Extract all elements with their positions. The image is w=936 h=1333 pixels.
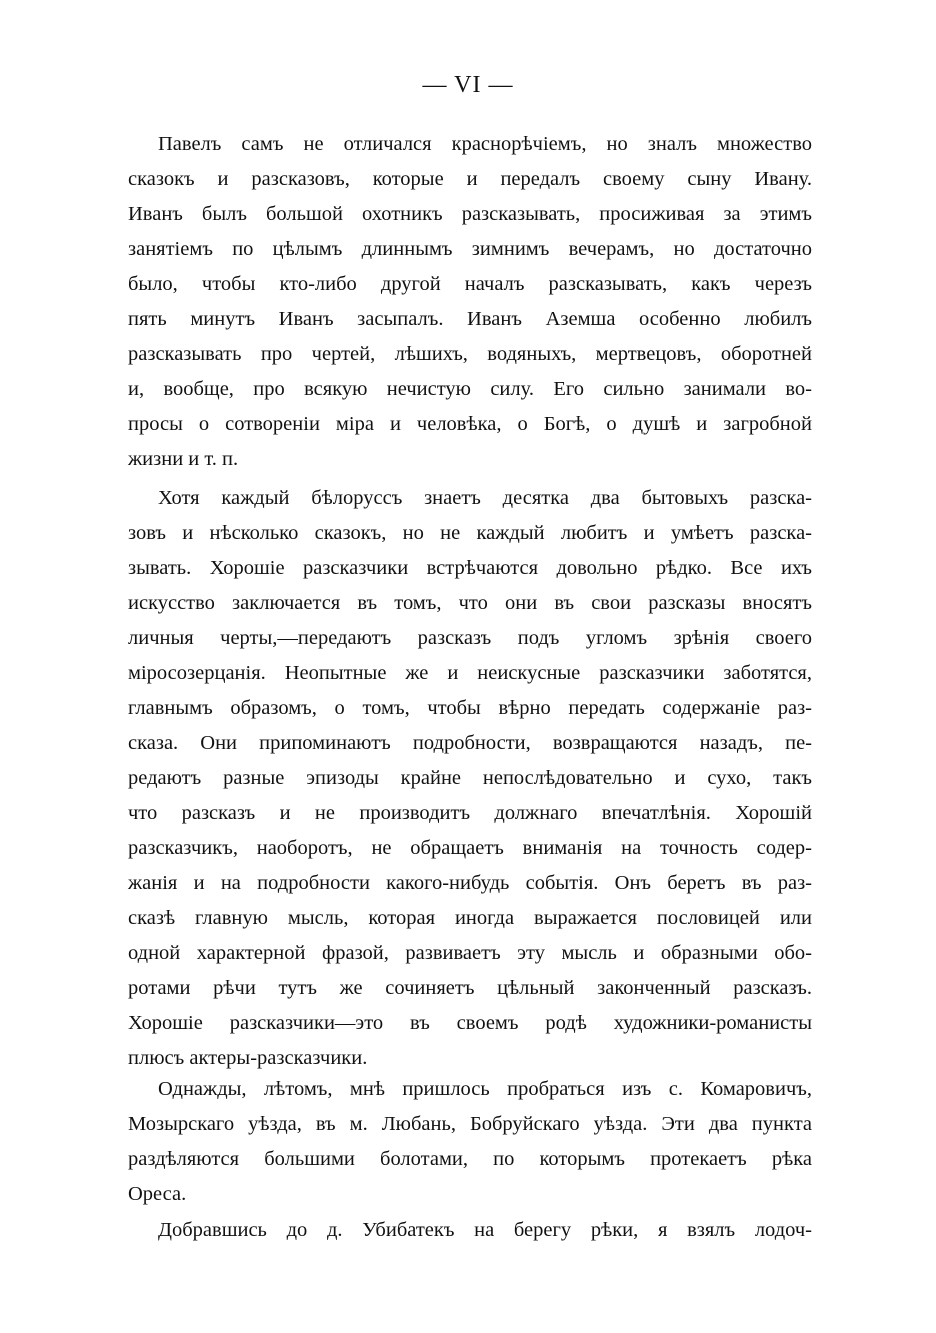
paragraph-1 [128,127,812,477]
text-line: что разсказъ и не производитъ должнаго впечатлѣнія. Хорошій [128,802,812,824]
text-line: сказѣ главную мысль, которая иногда выражается пословицей или [128,907,812,929]
text-line: плюсъ актеры-разсказчики. [128,1047,368,1069]
text-line: Хорошіе разсказчики—это въ своемъ родѣ художники-романисты [128,1012,812,1034]
text-line: зывать. Хорошіе разсказчики встрѣчаются довольно рѣдко. Все ихъ [128,557,812,579]
text-line: личныя черты,—передаютъ разсказъ подъ угломъ зрѣнія своего [128,627,812,649]
text-line: было, чтобы кто-либо другой началъ разсказывать, какъ черезъ [128,273,812,295]
text-line: разсказчикъ, наоборотъ, не обращаетъ вниманія на точность содер- [128,837,812,859]
text-line: разсказывать про чертей, лѣшихъ, водяныхъ, мертвецовъ, оборотней [128,343,812,365]
paragraph-4 [128,1213,812,1248]
text-line: Однажды, лѣтомъ, мнѣ пришлось пробраться изъ с. Комаровичъ, [158,1078,812,1100]
text-line: жанія и на подробности какого-нибудь событія. Онъ беретъ въ раз- [128,872,812,894]
text-line: сказокъ и разсказовъ, которые и передалъ своему сыну Ивану. [128,168,812,190]
text-line: и, вообще, про всякую нечистую силу. Его сильно занимали во- [128,378,812,400]
text-line: искусство заключается въ томъ, что они въ свои разсказы вносятъ [128,592,812,614]
text-line: Хотя каждый бѣлоруссъ знаетъ десятка два бытовыхъ разска- [158,487,812,509]
text-line: жизни и т. п. [128,448,239,470]
text-line: Ореса. [128,1183,187,1205]
text-line: зовъ и нѣсколько сказокъ, но не каждый любитъ и умѣетъ разска- [128,522,812,544]
text-line: раздѣляются большими болотами, по которымъ протекаетъ рѣка [128,1148,812,1170]
text-line: міросозерцанія. Неопытные же и неискусные разсказчики заботятся, [128,662,812,684]
text-line: редаютъ разные эпизоды крайне непослѣдовательно и сухо, такъ [128,767,812,789]
page-number: — VI — [422,72,514,98]
text-line: просы о сотвореніи міра и человѣка, о Богѣ, о душѣ и загробной [128,413,812,435]
text-line: ротами рѣчи тутъ же сочиняетъ цѣльный законченный разсказъ. [128,977,812,999]
text-line: Мозырскаго уѣзда, въ м. Любань, Бобруйскаго уѣзда. Эти два пункта [128,1113,812,1135]
text-line: главнымъ образомъ, о томъ, чтобы вѣрно передать содержаніе раз- [128,697,812,719]
text-line: одной характерной фразой, развиваетъ эту мысль и образными обо- [128,942,812,964]
text-line: пять минутъ Иванъ засыпалъ. Иванъ Аземша особенно любилъ [128,308,812,330]
text-line: занятіемъ по цѣлымъ длиннымъ зимнимъ вечерамъ, но достаточно [128,238,812,260]
text-line: Иванъ былъ большой охотникъ разсказывать, просиживая за этимъ [128,203,812,225]
paragraph-3 [128,1072,812,1212]
paragraph-2 [128,481,812,1076]
text-line: Павелъ самъ не отличался краснорѣчіемъ, но зналъ множество [158,133,812,155]
text-line: сказа. Они припоминаютъ подробности, возвращаются назадъ, пе- [128,732,812,754]
text-line: Добравшись до д. Убибатекъ на берегу рѣки, я взялъ лодоч- [158,1219,812,1241]
